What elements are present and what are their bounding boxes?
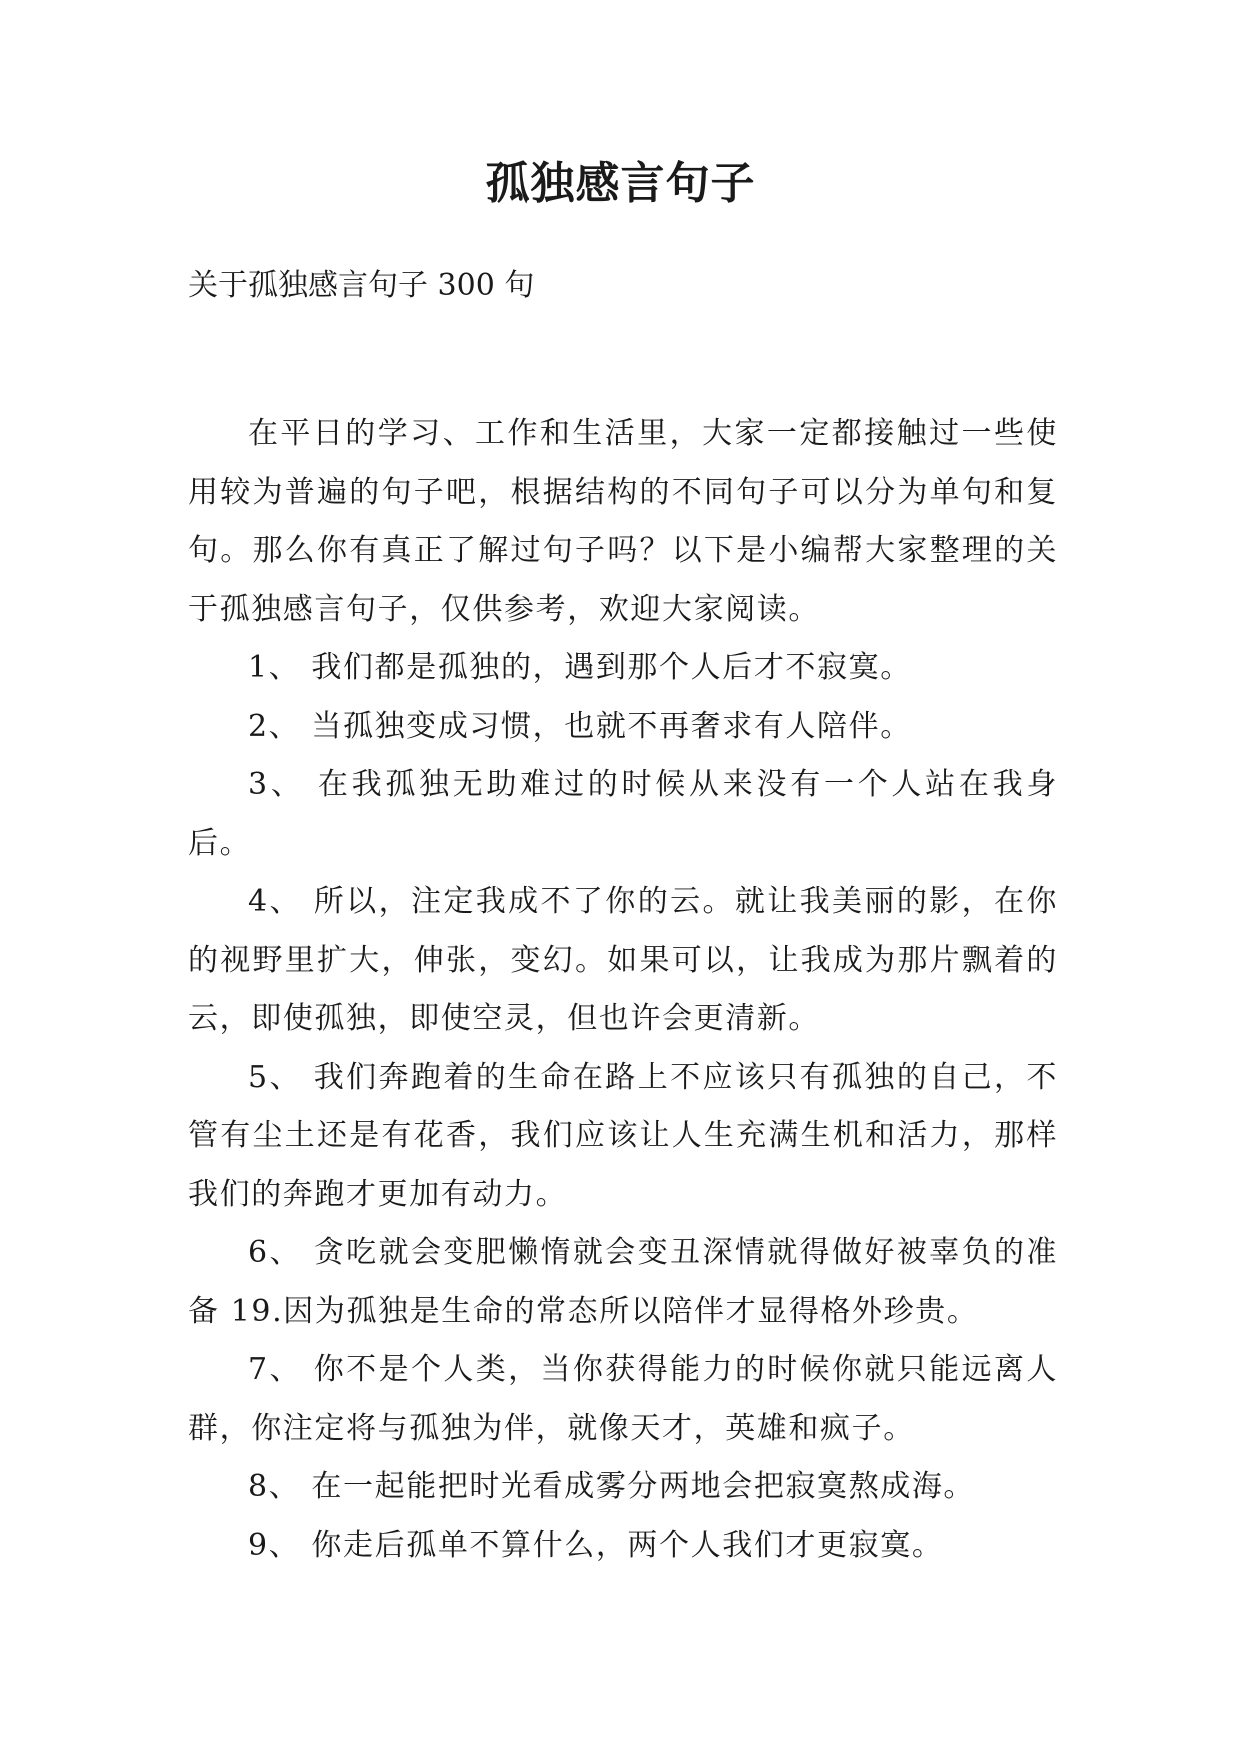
intro-paragraph: 在平日的学习、工作和生活里，大家一定都接触过一些使用较为普遍的句子吧，根据结构的不同句子可以分为单句和复句。那么你有真正了解过句子吗？以下是小编帮大家整理的关于孤独感言句子，仅供参考，欢迎大家阅读。 bbox=[188, 416, 1058, 627]
list-item: 9、 你走后孤单不算什么，两个人我们才更寂寞。 bbox=[248, 1527, 944, 1563]
list-item: 8、 在一起能把时光看成雾分两地会把寂寞熬成海。 bbox=[248, 1469, 976, 1504]
list-item: 6、 贪吃就会变肥懒惰就会变丑深情就得做好被辜负的准备 19.因为孤独是生命的常态所以陪伴才显得格外珍贵。 bbox=[188, 1235, 1058, 1329]
list-item: 3、 在我孤独无助难过的时候从来没有一个人站在我身后。 bbox=[188, 767, 1058, 861]
document-subtitle: 关于孤独感言句子 300 句 bbox=[188, 268, 535, 303]
document-body bbox=[188, 405, 1058, 1575]
list-item: 2、 当孤独变成习惯，也就不再奢求有人陪伴。 bbox=[248, 708, 912, 744]
document-title: 孤独感言句子 bbox=[485, 158, 756, 209]
list-item: 4、 所以，注定我成不了你的云。就让我美丽的影，在你的视野里扩大，伸张，变幻。如果可以，让我成为那片飘着的云，即使孤独，即使空灵，但也许会更清新。 bbox=[188, 884, 1058, 1036]
list-item: 1、 我们都是孤独的，遇到那个人后才不寂寞。 bbox=[248, 650, 912, 685]
list-item: 5、 我们奔跑着的生命在路上不应该只有孤独的自己，不管有尘土还是有花香，我们应该让人生充满生机和活力，那样我们的奔跑才更加有动力。 bbox=[188, 1059, 1058, 1212]
list-item: 7、 你不是个人类，当你获得能力的时候你就只能远离人群，你注定将与孤独为伴，就像天才，英雄和疯子。 bbox=[188, 1352, 1058, 1446]
